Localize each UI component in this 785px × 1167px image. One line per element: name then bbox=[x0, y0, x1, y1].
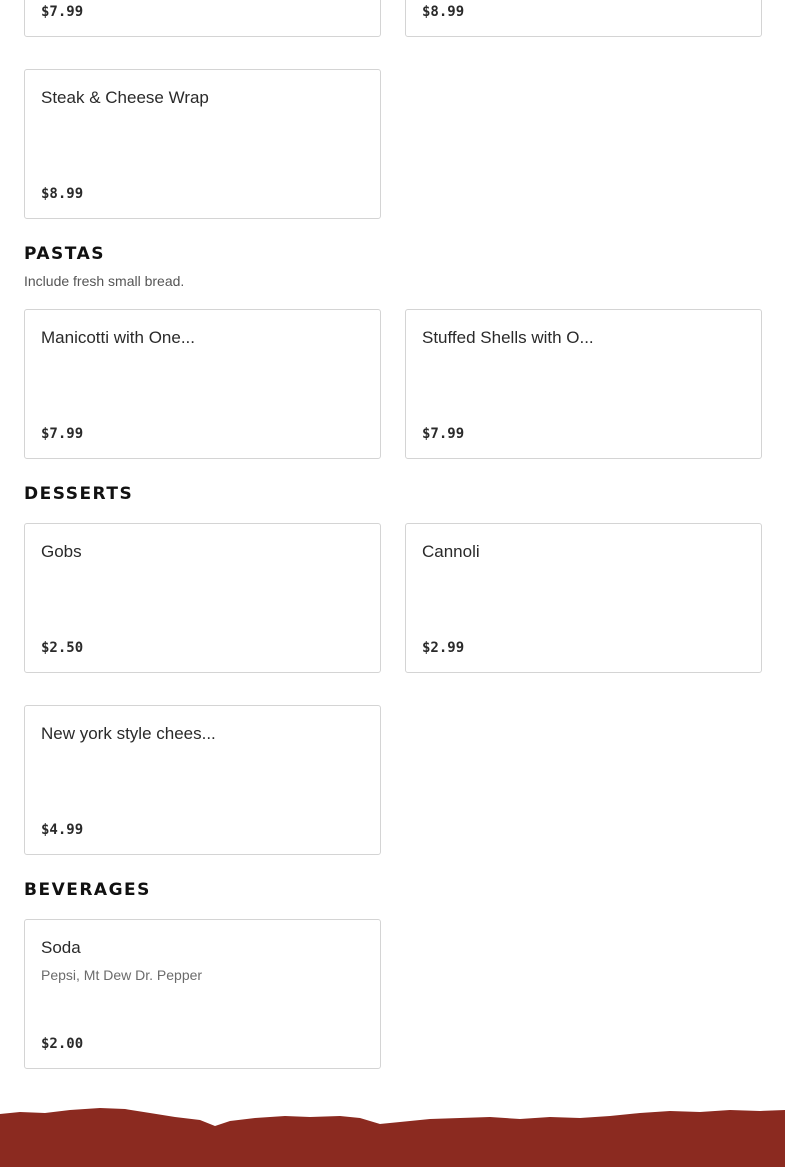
menu-item-price: $7.99 bbox=[41, 426, 84, 442]
section-title-desserts: DESSERTS bbox=[24, 484, 134, 504]
menu-item-name: Stuffed Shells with O... bbox=[422, 328, 594, 347]
menu-item-price: $4.99 bbox=[41, 822, 84, 838]
section-title-pastas: PASTAS bbox=[24, 244, 105, 264]
menu-item-price: $7.99 bbox=[41, 4, 84, 20]
torn-paper-footer bbox=[0, 1100, 785, 1167]
menu-item-price: $8.99 bbox=[422, 4, 465, 20]
menu-item-card-soda[interactable] bbox=[24, 919, 381, 1069]
menu-item-price: $2.99 bbox=[422, 640, 465, 656]
menu-item-card[interactable] bbox=[24, 0, 381, 37]
menu-item-price: $2.00 bbox=[41, 1036, 84, 1052]
menu-item-name: Steak & Cheese Wrap bbox=[41, 88, 209, 107]
menu-item-card-stuffed-shells[interactable] bbox=[405, 309, 762, 459]
menu-item-name: Manicotti with One... bbox=[41, 328, 196, 347]
menu-item-name: Soda bbox=[41, 938, 81, 957]
menu-item-card[interactable] bbox=[405, 0, 762, 37]
menu-item-price: $2.50 bbox=[41, 640, 84, 656]
menu-item-description: Pepsi, Mt Dew Dr. Pepper bbox=[41, 967, 203, 983]
menu-item-price: $8.99 bbox=[41, 186, 84, 202]
menu-item-card-cannoli[interactable] bbox=[405, 523, 762, 673]
menu-item-name: New york style chees... bbox=[41, 724, 216, 743]
menu-item-card-steak-cheese-wrap[interactable] bbox=[24, 69, 381, 219]
section-note-pastas: Include fresh small bread. bbox=[24, 273, 185, 289]
footer-torn-edge-shape bbox=[0, 1108, 785, 1167]
section-title-beverages: BEVERAGES bbox=[24, 880, 151, 900]
menu-item-card-gobs[interactable] bbox=[24, 523, 381, 673]
menu-item-name: Gobs bbox=[41, 542, 82, 561]
menu-item-price: $7.99 bbox=[422, 426, 465, 442]
menu-item-card-manicotti[interactable] bbox=[24, 309, 381, 459]
menu-item-card-cheesecake[interactable] bbox=[24, 705, 381, 855]
menu-item-name: Cannoli bbox=[422, 542, 480, 561]
